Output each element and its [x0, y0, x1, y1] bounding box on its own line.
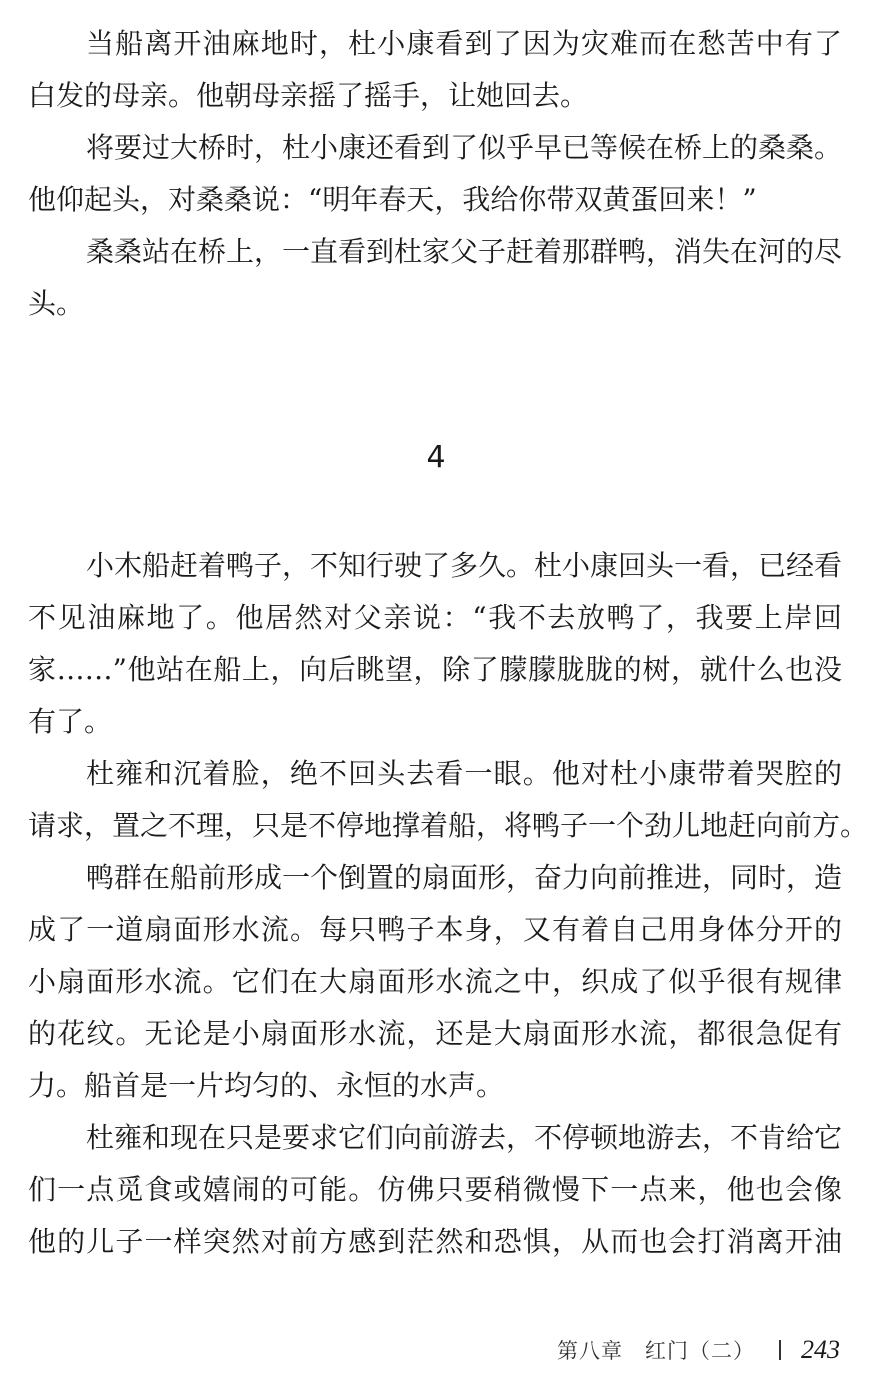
paragraph-4-line-1: 小木船赶着鸭子，不知行驶了多久。杜小康回头一看，已经看 — [86, 549, 843, 582]
page-footer — [557, 1332, 840, 1368]
paragraph-6-line-3: 小扇面形水流。它们在大扇面形水流之中，织成了似乎很有规律 — [28, 965, 842, 998]
paragraph-3-line-2: 头。 — [28, 287, 85, 320]
paragraph-5-line-1: 杜雍和沉着脸，绝不回头去看一眼。他对杜小康带着哭腔的 — [86, 757, 842, 790]
paragraph-3-line-1: 桑桑站在桥上，一直看到杜家父子赶着那群鸭，消失在河的尽 — [86, 235, 843, 268]
chapter-title: 第八章 红门（二） — [557, 1339, 755, 1363]
paragraph-4-line-4: 有了。 — [28, 705, 113, 738]
paragraph-2-line-2: 他仰起头，对桑桑说：“明年春天，我给你带双黄蛋回来！” — [28, 183, 757, 216]
paragraph-6-line-1: 鸭群在船前形成一个倒置的扇面形，奋力向前推进，同时，造 — [86, 861, 843, 894]
paragraph-4-line-2: 不见油麻地了。他居然对父亲说：“我不去放鸭了，我要上岸回 — [28, 601, 842, 634]
paragraph-6-line-5: 力。船首是一片均匀的、永恒的水声。 — [28, 1069, 505, 1102]
paragraph-1-line-2: 白发的母亲。他朝母亲摇了摇手，让她回去。 — [28, 79, 589, 112]
paragraph-5-line-2: 请求，置之不理，只是不停地撑着船，将鸭子一个劲儿地赶向前方。 — [28, 809, 869, 842]
paragraph-7-line-2: 们一点觅食或嬉闹的可能。仿佛只要稍微慢下一点来，他也会像 — [28, 1173, 842, 1206]
page-number: 243 — [801, 1335, 840, 1364]
paragraph-2-line-1: 将要过大桥时，杜小康还看到了似乎早已等候在桥上的桑桑。 — [86, 131, 843, 164]
paragraph-4-line-3: 家……”他站在船上，向后眺望，除了朦朦胧胧的树，就什么也没 — [28, 653, 842, 686]
paragraph-6-line-4: 的花纹。无论是小扇面形水流，还是大扇面形水流，都很急促有 — [28, 1017, 842, 1050]
paragraph-7-line-1: 杜雍和现在只是要求它们向前游去，不停顿地游去，不肯给它 — [86, 1121, 843, 1154]
footer-divider — [779, 1340, 781, 1360]
paragraph-1-line-1: 当船离开油麻地时，杜小康看到了因为灾难而在愁苦中有了 — [86, 27, 842, 60]
paragraph-6-line-2: 成了一道扇面形水流。每只鸭子本身，又有着自己用身体分开的 — [28, 913, 842, 946]
paragraph-7-line-3: 他的儿子一样突然对前方感到茫然和恐惧，从而也会打消离开油 — [28, 1225, 842, 1258]
section-number: 4 — [426, 440, 446, 475]
